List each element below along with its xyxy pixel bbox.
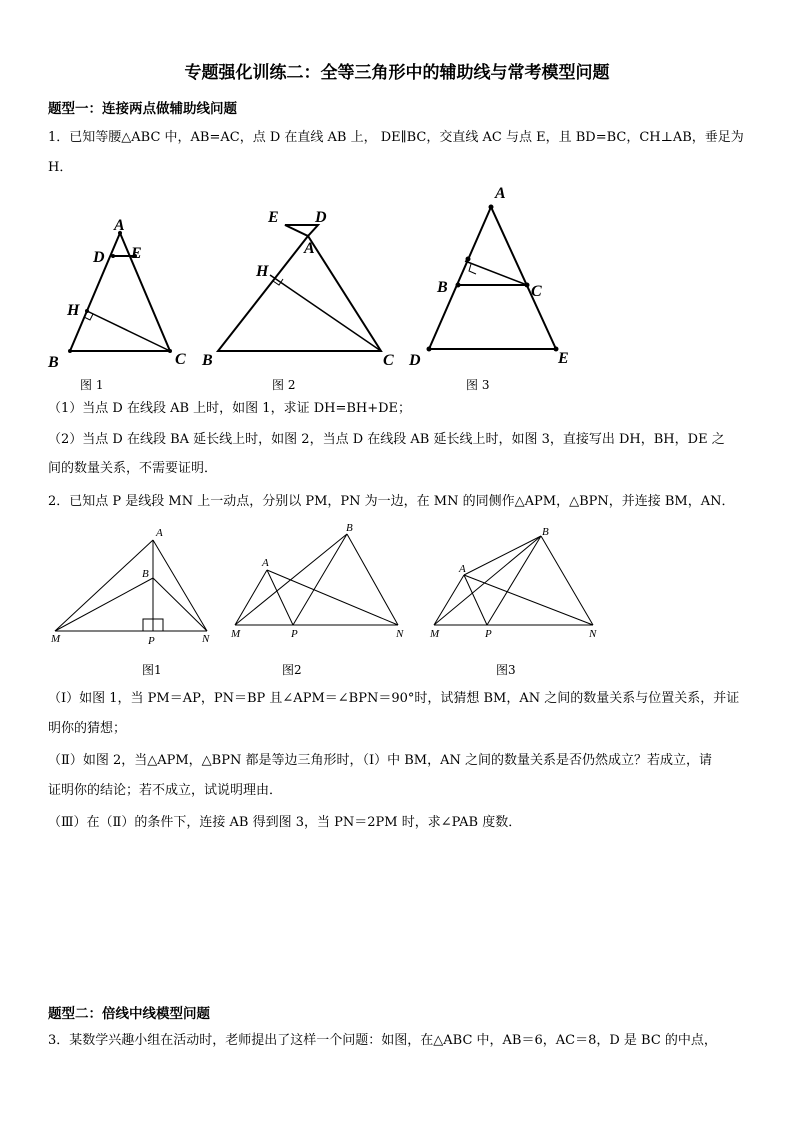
fig3-label-C: C	[531, 283, 542, 300]
q1-figures	[40, 180, 600, 395]
q2-fig2-label-A: A	[262, 557, 269, 569]
page-title: 专题强化训练二：全等三角形中的辅助线与常考模型问题	[184, 63, 610, 83]
q2-partI-line2: 明你的猜想；	[48, 721, 127, 736]
fig2-label-C: C	[383, 352, 394, 369]
q2-fig3-label-P: P	[485, 628, 492, 640]
q2-partIII: （Ⅲ）在（Ⅱ）的条件下，连接 AB 得到图 3，当 PN＝2PM 时，求∠PAB 度数．	[48, 815, 522, 830]
q2-stem: 2．已知点 P 是线段 MN 上一动点，分别以 PM，PN 为一边，在 MN 的同侧作△APM，△BPN，并连接 BM，AN．	[48, 494, 735, 509]
fig3-big-triangle	[429, 207, 556, 349]
fig1-label-D: D	[93, 249, 105, 266]
fig2-label-E: E	[268, 209, 279, 226]
fig3-label-A: A	[495, 185, 506, 202]
section-heading-2: 题型二：倍线中线模型问题	[48, 1006, 210, 1022]
q1-fig1-caption: 图 1	[80, 378, 104, 392]
q2-partII-line1: （Ⅱ）如图 2，当△APM，△BPN 都是等边三角形时，（Ⅰ）中 BM，AN 之间的数量关系是否仍然成立？若成立，请	[48, 753, 713, 768]
q2-fig3-label-B: B	[542, 526, 549, 538]
q1-part2-line2: 间的数量关系，不需要证明．	[48, 461, 218, 476]
q2-fig1-label-P: P	[148, 635, 155, 647]
fig1-label-E: E	[131, 245, 142, 262]
fig1-triangle	[70, 233, 170, 351]
fig2-label-D: D	[315, 209, 327, 226]
q2-fig2-caption: 图2	[282, 663, 302, 677]
q2-fig3-label-M: M	[430, 628, 440, 640]
fig3-label-B: B	[437, 279, 448, 296]
q1-part2-line1: （2）当点 D 在线段 BA 延长线上时，如图 2，当点 D 在线段 AB 延长线上时，如图 3，直接写出 DH，BH，DE 之	[48, 432, 725, 447]
q2-fig2-label-M: M	[231, 628, 241, 640]
fig1-label-B: B	[48, 354, 59, 371]
fig2-ch-line	[270, 275, 381, 351]
fig1-label-C: C	[175, 351, 186, 368]
q2-fig1-caption: 图1	[142, 663, 162, 677]
fig3-label-E: E	[558, 350, 569, 367]
q1-part1: （1）当点 D 在线段 AB 上时，如图 1，求证 DH=BH+DE；	[48, 401, 412, 416]
fig2-small-triangle	[285, 225, 318, 236]
q2-fig2-label-B: B	[346, 522, 353, 534]
q1-fig2-caption: 图 2	[272, 378, 296, 392]
q1-fig3-caption: 图 3	[466, 378, 490, 392]
q1-stem-line2: H．	[48, 160, 73, 175]
q2-fig2-label-N: N	[396, 628, 404, 640]
q2-figures	[40, 520, 620, 650]
q2-partI-line1: （Ⅰ）如图 1，当 PM＝AP，PN＝BP 且∠APM＝∠BPN＝90°时，试猜想 BM，AN 之间的数量关系与位置关系，并证	[48, 691, 740, 706]
q2-fig3-label-N: N	[589, 628, 597, 640]
q2-fig1-label-B: B	[142, 568, 149, 580]
fig1-label-H: H	[67, 302, 80, 319]
q2-fig2-label-P: P	[291, 628, 298, 640]
fig2-label-H: H	[256, 263, 269, 280]
q2-partII-line2: 证明你的结论；若不成立，试说明理由．	[48, 783, 283, 798]
q2-fig3-label-A: A	[459, 563, 466, 575]
fig1-ch-line	[87, 311, 170, 351]
q2-fig3-caption: 图3	[496, 663, 516, 677]
q2-fig1-label-N: N	[202, 633, 210, 645]
q2-fig1-label-A: A	[156, 527, 163, 539]
q3-stem: 3．某数学兴趣小组在活动时，老师提出了这样一个问题：如图，在△ABC 中，AB＝6，AC＝8，D 是 BC 的中点，	[48, 1033, 717, 1048]
q2-fig1-label-M: M	[51, 633, 61, 645]
fig2-label-A: A	[304, 240, 315, 257]
fig1-label-A: A	[114, 217, 125, 234]
fig2-label-B: B	[202, 352, 213, 369]
fig3-label-D: D	[409, 352, 421, 369]
section-heading-1: 题型一：连接两点做辅助线问题	[48, 101, 237, 117]
q1-stem-line1: 1．已知等腰△ABC 中，AB=AC，点 D 在直线 AB 上， DE∥BC，交直线 AC 与点 E，且 BD=BC，CH⊥AB，垂足为	[48, 130, 744, 145]
